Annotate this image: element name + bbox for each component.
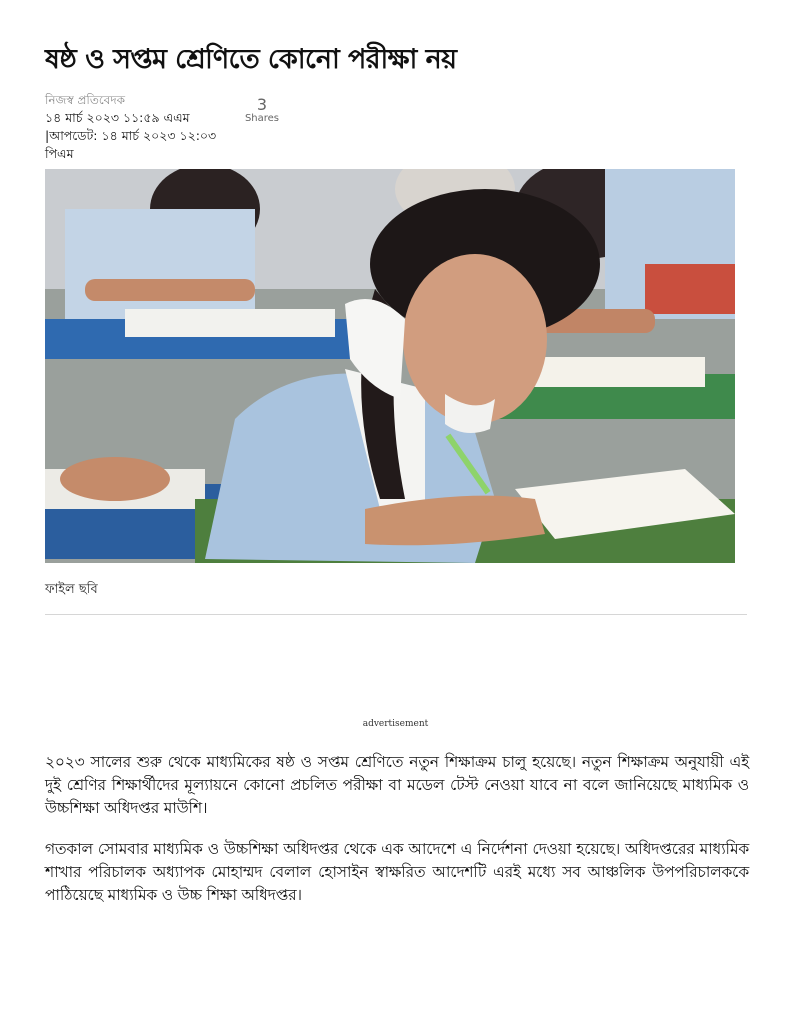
article-paragraph-2: গতকাল সোমবার মাধ্যমিক ও উচ্চশিক্ষা অধিদপ্তর থেকে এক আদেশে এ নির্দেশনা দেওয়া হয়েছে। অধিদপ্তরের মাধ্যমিক শাখার পরিচালক অধ্যাপক মোহাম্মদ বেলাল হোসাইন স্বাক্ষরিত আদেশটি এরই মধ্যে সব আঞ্চলিক উপপরিচালককে পাঠিয়েছে মাধ্যমিক ও উচ্চ শিক্ষা অধিদপ্তর। <box>45 840 749 904</box>
published-date: ১৪ মার্চ ২০২৩ ১১:৫৯ এএম <box>45 110 190 125</box>
article-paragraph-1: ২০২৩ সালের শুরু থেকে মাধ্যমিকের ষষ্ঠ ও সপ্তম শ্রেণিতে নতুন শিক্ষাক্রম চালু হয়েছে। নতুন শিক্ষাক্রম অনুযায়ী এই দুই শ্রেণির শিক্ষার্থীদের মূল্যায়নে কোনো প্রচলিত পরীক্ষা বা মডেল টেস্ট নেওয়া যাবে না বলে জানিয়েছে মাধ্যমিক ও উচ্চশিক্ষা অধিদপ্তর মাউশি। <box>45 753 749 817</box>
shares-label: Shares <box>244 113 280 124</box>
content-divider <box>45 614 747 615</box>
advertisement-label: advertisement <box>362 719 429 729</box>
classroom-exam-photo <box>45 169 735 563</box>
article-headline: ষষ্ঠ ও সপ্তম শ্রেণিতে কোনো পরীক্ষা নয় <box>45 44 457 75</box>
publish-time <box>45 109 230 163</box>
updated-date: |আপডেট: ১৪ মার্চ ২০২৩ ১২:০৩ পিএম <box>45 128 217 161</box>
author-name[interactable]: নিজস্ব প্রতিবেদক <box>45 93 126 107</box>
article-photo <box>45 169 735 563</box>
article-meta <box>45 92 230 163</box>
share-counter[interactable] <box>238 96 286 125</box>
shares-count: 3 <box>256 95 268 114</box>
photo-caption: ফাইল ছবি <box>45 582 98 597</box>
